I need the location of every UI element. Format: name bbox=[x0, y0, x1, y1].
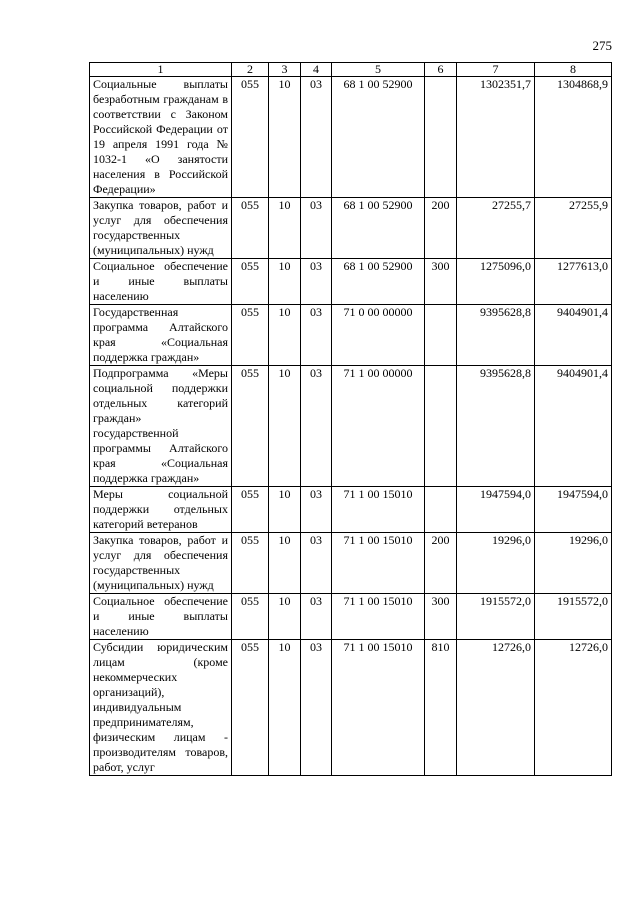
subsection-code: 03 bbox=[301, 594, 332, 640]
row-description: Закупка товаров, работ и услуг для обеспечения государственных (муниципальных) нужд bbox=[90, 198, 232, 259]
column-header: 4 bbox=[301, 63, 332, 77]
amount-col-7: 1947594,0 bbox=[457, 487, 535, 533]
amount-col-8: 12726,0 bbox=[535, 640, 612, 776]
column-header: 8 bbox=[535, 63, 612, 77]
amount-col-7: 1915572,0 bbox=[457, 594, 535, 640]
subsection-code: 03 bbox=[301, 640, 332, 776]
ministry-code: 055 bbox=[232, 77, 269, 198]
subsection-code: 03 bbox=[301, 305, 332, 366]
amount-col-8: 1277613,0 bbox=[535, 259, 612, 305]
amount-col-7: 19296,0 bbox=[457, 533, 535, 594]
subsection-code: 03 bbox=[301, 259, 332, 305]
subsection-code: 03 bbox=[301, 533, 332, 594]
subsection-code: 03 bbox=[301, 487, 332, 533]
amount-col-7: 9395628,8 bbox=[457, 366, 535, 487]
row-description: Социальное обеспечение и иные выплаты населению bbox=[90, 259, 232, 305]
amount-col-7: 12726,0 bbox=[457, 640, 535, 776]
section-code: 10 bbox=[269, 533, 301, 594]
row-description: Подпрограмма «Меры социальной поддержки отдельных категорий граждан» государственной программы Алтайского края «Социальная поддержка граждан» bbox=[90, 366, 232, 487]
amount-col-7: 1302351,7 bbox=[457, 77, 535, 198]
target-item-code: 68 1 00 52900 bbox=[332, 77, 425, 198]
subsection-code: 03 bbox=[301, 366, 332, 487]
ministry-code: 055 bbox=[232, 366, 269, 487]
row-description: Закупка товаров, работ и услуг для обеспечения государственных (муниципальных) нужд bbox=[90, 533, 232, 594]
amount-col-8: 1947594,0 bbox=[535, 487, 612, 533]
budget-table bbox=[89, 62, 612, 776]
amount-col-8: 1915572,0 bbox=[535, 594, 612, 640]
table-row bbox=[90, 594, 612, 640]
table-row bbox=[90, 640, 612, 776]
column-header: 6 bbox=[425, 63, 457, 77]
table-header-row bbox=[90, 63, 612, 77]
page-number: 275 bbox=[592, 38, 612, 53]
ministry-code: 055 bbox=[232, 640, 269, 776]
table-row bbox=[90, 259, 612, 305]
section-code: 10 bbox=[269, 366, 301, 487]
expense-type-code: 300 bbox=[425, 594, 457, 640]
column-header: 2 bbox=[232, 63, 269, 77]
amount-col-8: 1304868,9 bbox=[535, 77, 612, 198]
table-row bbox=[90, 533, 612, 594]
column-header: 7 bbox=[457, 63, 535, 77]
column-header: 5 bbox=[332, 63, 425, 77]
subsection-code: 03 bbox=[301, 198, 332, 259]
expense-type-code bbox=[425, 77, 457, 198]
ministry-code: 055 bbox=[232, 594, 269, 640]
ministry-code: 055 bbox=[232, 305, 269, 366]
expense-type-code bbox=[425, 487, 457, 533]
table-row bbox=[90, 77, 612, 198]
amount-col-7: 1275096,0 bbox=[457, 259, 535, 305]
target-item-code: 71 1 00 15010 bbox=[332, 533, 425, 594]
amount-col-7: 27255,7 bbox=[457, 198, 535, 259]
section-code: 10 bbox=[269, 640, 301, 776]
expense-type-code: 200 bbox=[425, 533, 457, 594]
subsection-code: 03 bbox=[301, 77, 332, 198]
table-row bbox=[90, 305, 612, 366]
expense-type-code: 810 bbox=[425, 640, 457, 776]
section-code: 10 bbox=[269, 77, 301, 198]
column-header: 3 bbox=[269, 63, 301, 77]
amount-col-8: 27255,9 bbox=[535, 198, 612, 259]
ministry-code: 055 bbox=[232, 198, 269, 259]
amount-col-8: 9404901,4 bbox=[535, 305, 612, 366]
section-code: 10 bbox=[269, 198, 301, 259]
expense-type-code bbox=[425, 305, 457, 366]
expense-type-code: 200 bbox=[425, 198, 457, 259]
expense-type-code: 300 bbox=[425, 259, 457, 305]
target-item-code: 71 1 00 00000 bbox=[332, 366, 425, 487]
amount-col-7: 9395628,8 bbox=[457, 305, 535, 366]
table-row bbox=[90, 487, 612, 533]
section-code: 10 bbox=[269, 259, 301, 305]
row-description: Социальные выплаты безработным гражданам в соответствии с Законом Российской Федерации от 19 апреля 1991 года № 1032-1 «О занятости населения в Российской Федерации» bbox=[90, 77, 232, 198]
target-item-code: 71 1 00 15010 bbox=[332, 487, 425, 533]
row-description: Социальное обеспечение и иные выплаты населению bbox=[90, 594, 232, 640]
target-item-code: 71 1 00 15010 bbox=[332, 640, 425, 776]
section-code: 10 bbox=[269, 594, 301, 640]
ministry-code: 055 bbox=[232, 533, 269, 594]
section-code: 10 bbox=[269, 305, 301, 366]
section-code: 10 bbox=[269, 487, 301, 533]
ministry-code: 055 bbox=[232, 259, 269, 305]
target-item-code: 71 0 00 00000 bbox=[332, 305, 425, 366]
amount-col-8: 19296,0 bbox=[535, 533, 612, 594]
target-item-code: 68 1 00 52900 bbox=[332, 198, 425, 259]
row-description: Государственная программа Алтайского края «Социальная поддержка граждан» bbox=[90, 305, 232, 366]
table-row bbox=[90, 366, 612, 487]
row-description: Субсидии юридическим лицам (кроме некоммерческих организаций), индивидуальным предпринимателям, физическим лицам - производителям товаров, работ, услуг bbox=[90, 640, 232, 776]
row-description: Меры социальной поддержки отдельных категорий ветеранов bbox=[90, 487, 232, 533]
target-item-code: 71 1 00 15010 bbox=[332, 594, 425, 640]
expense-type-code bbox=[425, 366, 457, 487]
table-row bbox=[90, 198, 612, 259]
column-header: 1 bbox=[90, 63, 232, 77]
amount-col-8: 9404901,4 bbox=[535, 366, 612, 487]
target-item-code: 68 1 00 52900 bbox=[332, 259, 425, 305]
ministry-code: 055 bbox=[232, 487, 269, 533]
